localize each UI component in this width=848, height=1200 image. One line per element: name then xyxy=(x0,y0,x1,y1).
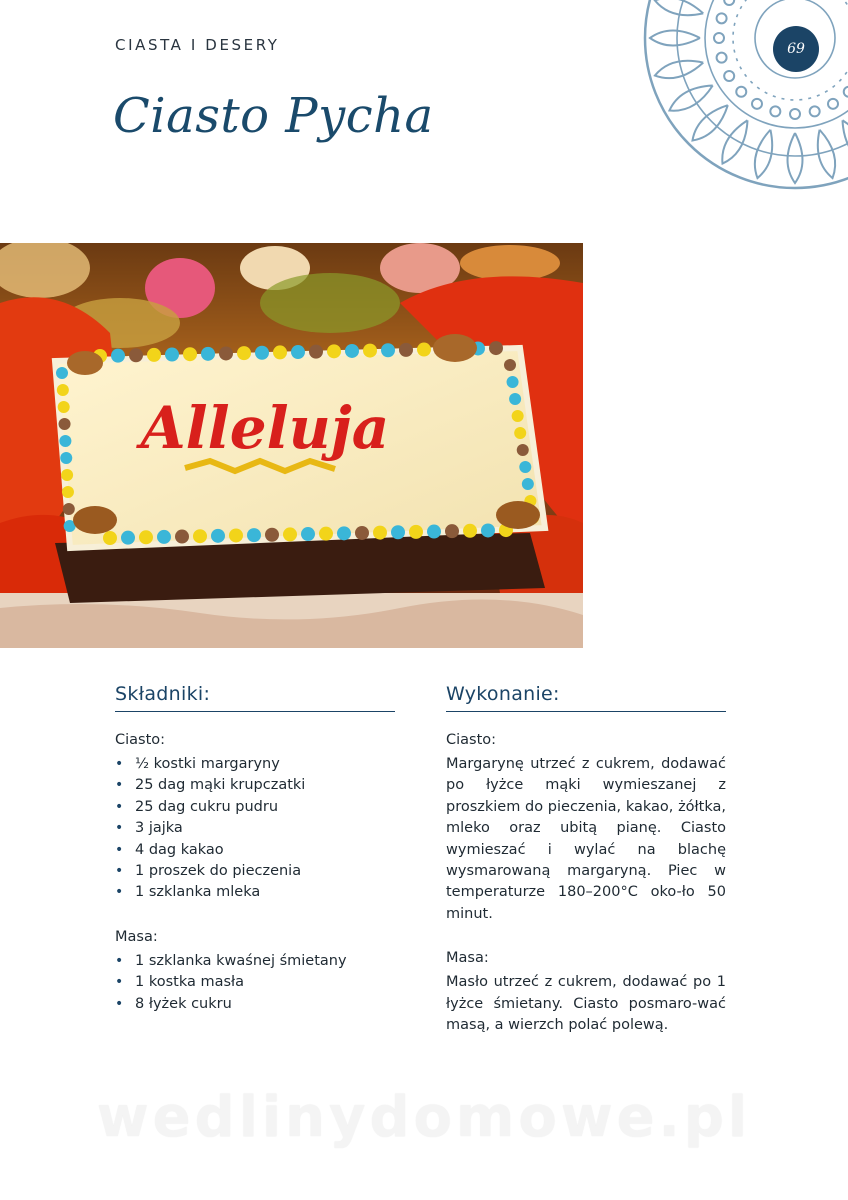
ingredient-text: ½ kostki margaryny xyxy=(135,756,280,772)
bullet-icon: • xyxy=(115,777,124,794)
mandala-ornament xyxy=(620,0,848,220)
ingredient-text: 4 dag kakao xyxy=(135,841,224,858)
ingredient-text: 1 szklanka kwaśnej śmietany xyxy=(135,952,347,969)
ingredient-text: 1 szklanka mleka xyxy=(135,884,261,901)
list-item xyxy=(115,818,395,839)
ingredients-group-title: Masa: xyxy=(115,928,158,945)
bullet-icon: • xyxy=(115,974,124,991)
ingredient-text: 25 dag mąki krupczatki xyxy=(135,777,306,794)
list-item xyxy=(115,972,395,993)
ingredient-text: 3 jajka xyxy=(135,820,183,837)
cake-photo xyxy=(0,243,583,648)
list-item xyxy=(115,882,395,903)
method-step-title: Ciasto: xyxy=(446,732,497,748)
ingredient-text: 8 łyżek cukru xyxy=(135,995,232,1012)
ingredients-list-masa xyxy=(115,951,395,1015)
bullet-icon: • xyxy=(115,884,124,901)
watermark: wedlinydomowe.pl xyxy=(96,1085,752,1150)
bullet-icon: • xyxy=(115,952,124,969)
recipe-title: Ciasto Pycha xyxy=(113,88,434,144)
bullet-icon: • xyxy=(115,995,124,1012)
bullet-icon: • xyxy=(115,863,124,880)
ingredient-text: 25 dag cukru pudru xyxy=(135,798,279,815)
list-item xyxy=(115,994,395,1015)
section-label: CIASTA I DESERY xyxy=(115,36,280,54)
method-column xyxy=(446,683,726,1059)
ingredient-text: 1 kostka masła xyxy=(135,974,245,991)
bullet-icon: • xyxy=(115,841,124,858)
bullet-icon: • xyxy=(115,798,124,815)
list-item xyxy=(115,840,395,861)
bullet-icon: • xyxy=(115,820,124,837)
ingredient-text: 1 proszek do pieczenia xyxy=(135,863,302,880)
bullet-icon: • xyxy=(115,756,124,772)
list-item xyxy=(115,775,395,796)
method-step-text: Margarynę utrzeć z cukrem, dodawać po łyżce mąki wymieszanej z proszkiem do pieczenia, kakao, żółtka, mleko oraz ubitą pianę. Ciasto wymieszać i wylać na blachę wysmarowaną margaryną. Piec w temperaturze 180–200°C oko-ło 50 minut. xyxy=(446,756,726,922)
ingredients-heading: Składniki: xyxy=(115,683,395,712)
cake-inscription: Alleluja xyxy=(140,394,390,462)
ingredients-column xyxy=(115,683,395,1038)
method-step-title: Masa: xyxy=(446,950,489,967)
list-item xyxy=(115,754,395,775)
method-step-text: Masło utrzeć z cukrem, dodawać po 1 łyżce śmietany. Ciasto posmaro-wać masą, a wierzch polać polewą. xyxy=(446,974,726,1034)
page-number: 69 xyxy=(773,26,819,72)
method-heading: Wykonanie: xyxy=(446,683,726,712)
list-item xyxy=(115,861,395,882)
ingredients-list-ciasto xyxy=(115,754,395,904)
list-item xyxy=(115,797,395,818)
ingredients-group-title: Ciasto: xyxy=(115,732,166,748)
list-item xyxy=(115,951,395,972)
